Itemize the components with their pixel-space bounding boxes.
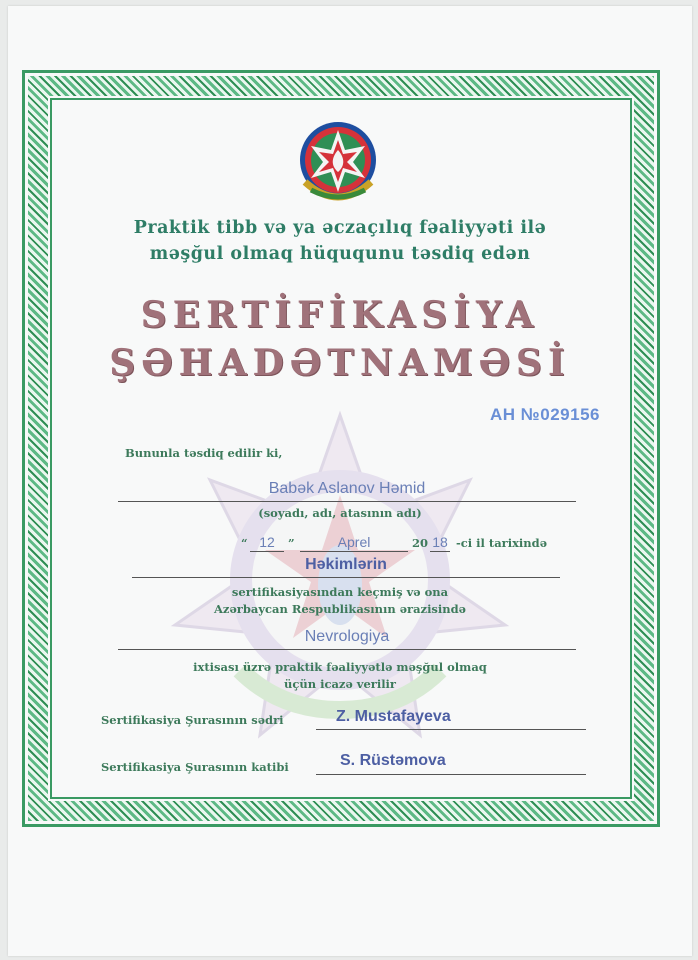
date-day-underline	[250, 551, 284, 552]
title-line-2: ŞƏHADƏTNAMƏSİ	[109, 342, 571, 384]
date-year-suffix: 18	[432, 534, 448, 550]
name-underline	[118, 501, 576, 502]
date-month-underline	[300, 551, 408, 552]
specialty-underline	[118, 649, 576, 650]
title-line-1: SERTİFİKASİYA	[140, 294, 540, 336]
date-month: Aprel	[337, 534, 371, 550]
date-year-underline	[430, 551, 450, 552]
secretary-underline	[316, 774, 586, 775]
name-caption: (soyadı, adı, atasının adı)	[258, 506, 422, 520]
chair-label: Sertifikasiya Şurasının sədri	[101, 713, 284, 727]
passed-line-1: sertifikasiyasından keçmiş və ona	[231, 585, 449, 599]
subtitle-line-2: məşğul olmaq hüququnu təsdiq edən	[149, 244, 531, 264]
secretary-label: Sertifikasiya Şurasının katibi	[101, 760, 289, 774]
date-open-quote: “	[241, 536, 248, 550]
intro-text: Bununla təsdiq edilir ki,	[125, 446, 283, 460]
specialty: Nevrologiya	[304, 628, 390, 645]
holder-name: Babək Aslanov Həmid	[268, 480, 426, 497]
certification-field: Həkimlərin	[305, 556, 387, 573]
chair-underline	[316, 729, 586, 730]
permit-line-1: ixtisası üzrə praktik fəaliyyətlə məşğul olmaq	[193, 660, 487, 674]
field-underline	[132, 577, 560, 578]
azerbaijan-emblem	[293, 120, 383, 210]
secretary-name: S. Rüstəmova	[340, 752, 446, 769]
chair-name: Z. Mustafayeva	[336, 708, 451, 725]
subtitle-line-1: Praktik tibb və ya əczaçılıq fəaliyyəti ilə	[133, 218, 547, 238]
date-tail: -ci il tarixində	[456, 536, 548, 550]
date-close-quote: ”	[288, 536, 295, 550]
date-year-prefix: 20	[412, 536, 429, 550]
serial-number: AH №029156	[490, 405, 600, 424]
passed-line-2: Azərbaycan Respublikasının ərazisində	[214, 602, 466, 616]
date-day: 12	[259, 534, 275, 550]
permit-line-2: üçün icazə verilir	[284, 677, 396, 691]
